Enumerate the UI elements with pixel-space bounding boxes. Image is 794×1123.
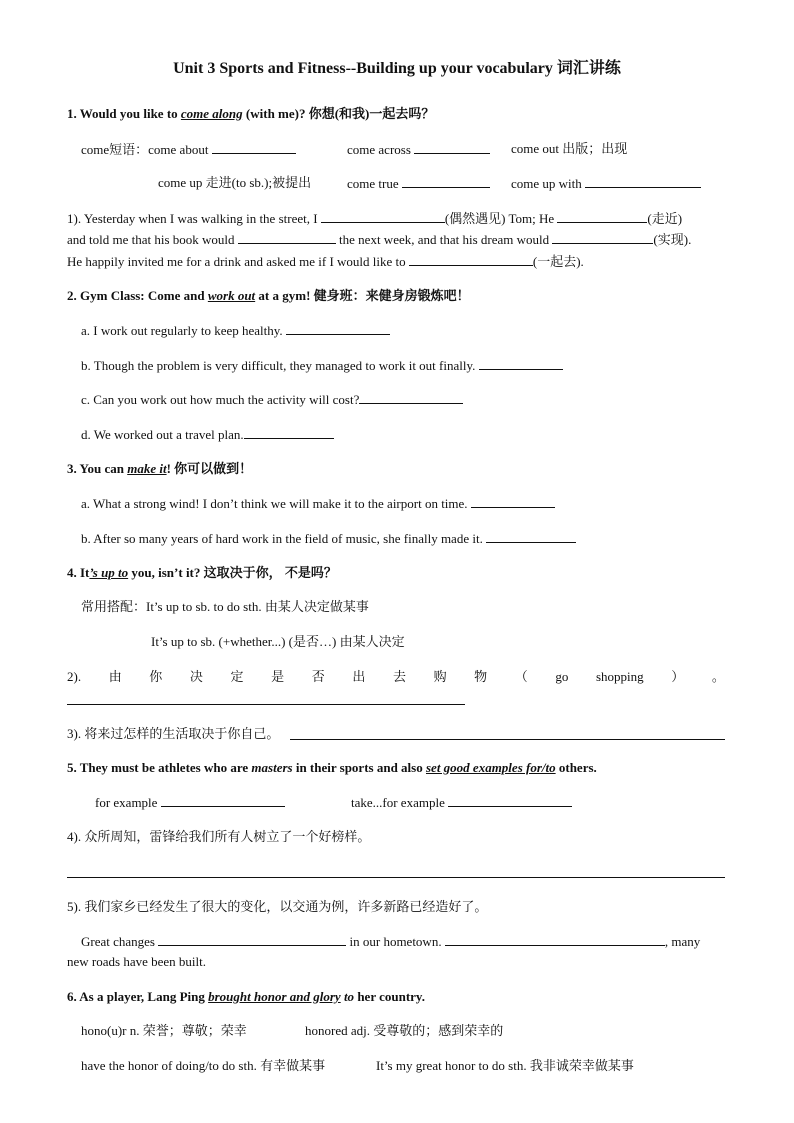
- answer-blank[interactable]: [486, 529, 576, 543]
- come-phrase-5: come true: [347, 174, 490, 193]
- section-5-heading: 5. They must be athletes who are masters in their sports and also set good examples for/to others.: [67, 760, 597, 775]
- exercise-5-continuation: new roads have been built.: [67, 954, 206, 969]
- section-3-heading: 3. You can make it! 你可以做到！: [67, 461, 253, 476]
- answer-blank[interactable]: [448, 793, 572, 807]
- take-for-example-row: take...for example: [351, 793, 572, 812]
- honour-phrase-2: It’s my great honor to do sth. 我非诚荣幸做某事: [376, 1058, 634, 1073]
- section-2-item-a: a. I work out regularly to keep healthy.: [81, 321, 390, 340]
- section-1-phrase: come along: [180, 106, 243, 121]
- for-example-row: for example: [95, 793, 285, 812]
- section-2-item-d: d. We worked out a travel plan.: [81, 425, 334, 444]
- answer-blank[interactable]: [414, 140, 490, 154]
- answer-blank[interactable]: [409, 252, 533, 266]
- section-1-translation: (with me)? 你想(和我)一起去吗？: [242, 106, 435, 121]
- exercise-1-line-2: and told me that his book would the next week, and that his dream would (实现).: [67, 232, 692, 247]
- exercise-3: 3). 将来过怎样的生活取决于你自己。: [67, 726, 280, 741]
- page-title: Unit 3 Sports and Fitness--Building up your vocabulary 词汇讲练: [173, 60, 621, 77]
- exercise-5: 5). 我们家乡已经发生了很大的变化，以交通为例，许多新路已经造好了。: [67, 899, 488, 914]
- answer-blank[interactable]: [321, 209, 445, 223]
- section-6-phrase: brought honor and glory: [208, 989, 341, 1004]
- section-2-item-b: b. Though the problem is very difficult, they managed to work it out finally.: [81, 356, 563, 375]
- answer-blank[interactable]: [158, 932, 346, 946]
- answer-blank[interactable]: [161, 793, 285, 807]
- answer-blank[interactable]: [585, 174, 701, 188]
- answer-blank[interactable]: [244, 425, 334, 439]
- answer-blank[interactable]: [286, 321, 390, 335]
- section-6-heading: 6. As a player, Lang Ping brought honor and glory to her country.: [67, 989, 425, 1004]
- honored-adj: honored adj. 受尊敬的；感到荣幸的: [305, 1023, 504, 1038]
- answer-blank[interactable]: [445, 932, 665, 946]
- answer-line[interactable]: [67, 704, 465, 705]
- honour-noun: hono(u)r n. 荣誉；尊敬；荣幸: [81, 1023, 247, 1038]
- section-2-phrase: work out: [207, 288, 256, 303]
- exercise-1-line-3: He happily invited me for a drink and asked me if I would like to (一起去).: [67, 254, 584, 269]
- come-phrase-3: come out 出版；出现: [511, 141, 628, 156]
- section-5-phrase-examples: set good examples for/to: [425, 760, 556, 775]
- answer-blank[interactable]: [238, 230, 336, 244]
- exercise-5-fill-line: Great changes in our hometown. , many: [81, 934, 701, 949]
- answer-blank[interactable]: [402, 174, 490, 188]
- collocation-1: 常用搭配：It’s up to sb. to do sth. 由某人决定做某事: [81, 599, 369, 614]
- answer-blank[interactable]: [557, 209, 647, 223]
- come-phrase-1: come短语：come about: [81, 140, 296, 159]
- come-phrase-6: come up with: [511, 174, 701, 193]
- exercise-2-sentence: 2). 由 你 决 定 是 否 出 去 购 物 （ go shopping ） 。: [67, 669, 725, 684]
- exercise-4: 4). 众所周知，雷锋给我们所有人树立了一个好榜样。: [67, 829, 371, 844]
- answer-line[interactable]: [67, 877, 725, 878]
- section-1-heading: [67, 105, 434, 123]
- answer-line[interactable]: [290, 739, 725, 740]
- collocation-2: It’s up to sb. (+whether...) (是否…) 由某人决定: [151, 634, 405, 649]
- answer-blank[interactable]: [471, 494, 555, 508]
- section-5-phrase-masters: masters: [251, 760, 293, 775]
- honour-phrase-1: have the honor of doing/to do sth. 有幸做某事: [81, 1058, 326, 1073]
- section-3-item-a: a. What a strong wind! I don’t think we will make it to the airport on time.: [81, 494, 555, 513]
- answer-blank[interactable]: [212, 140, 296, 154]
- section-3-phrase: make it: [127, 461, 167, 476]
- come-phrase-2: come across: [347, 140, 490, 159]
- section-1-number: 1. Would you like to: [67, 106, 181, 121]
- section-4-phrase: ’s up to: [89, 565, 129, 580]
- section-3-item-b: b. After so many years of hard work in the field of music, she finally made it.: [81, 529, 576, 548]
- come-phrase-4: come up 走进(to sb.);被提出: [158, 175, 312, 190]
- answer-blank[interactable]: [552, 230, 653, 244]
- answer-blank[interactable]: [479, 356, 563, 370]
- section-2-item-c: c. Can you work out how much the activity will cost?: [81, 390, 463, 409]
- section-4-heading: 4. It’s up to you, isn’t it? 这取决于你， 不是吗？: [67, 565, 337, 580]
- section-2-heading: 2. Gym Class: Come and work out at a gym! 健身班：来健身房锻炼吧！: [67, 288, 470, 303]
- answer-blank[interactable]: [359, 390, 463, 404]
- exercise-1-line-1: 1). Yesterday when I was walking in the street, I (偶然遇见) Tom; He (走近): [67, 211, 683, 226]
